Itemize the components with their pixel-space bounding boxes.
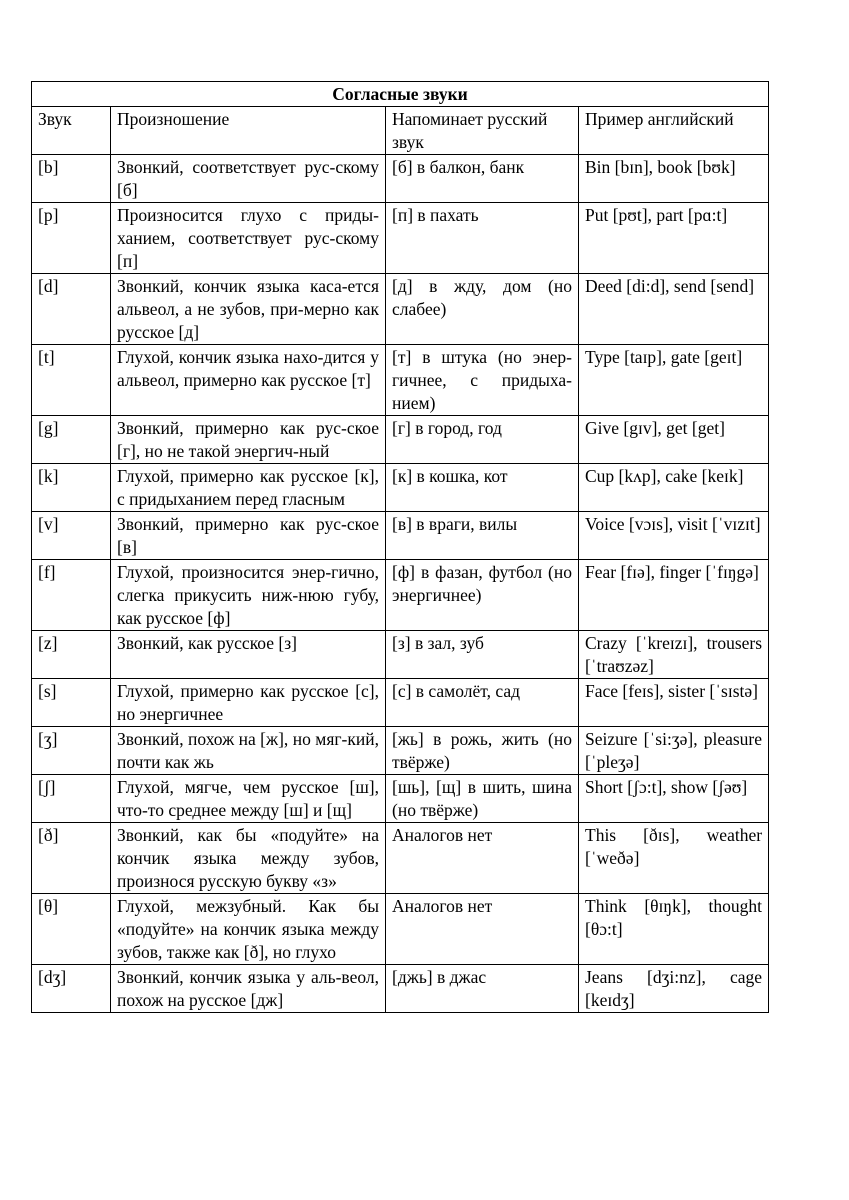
cell-example: This [ðɪs], weather [ˈweðə]	[579, 823, 769, 894]
cell-pronunciation: Звонкий, как русское [з]	[111, 631, 386, 679]
cell-pronunciation: Звонкий, похож на [ж], но мяг-кий, почти как жь	[111, 727, 386, 775]
cell-pronunciation: Звонкий, примерно как рус-ское [г], но не такой энергич-ный	[111, 416, 386, 464]
cell-example: Short [ʃɔ:t], show [ʃəʊ]	[579, 775, 769, 823]
table-title: Согласные звуки	[32, 82, 769, 107]
consonants-table	[31, 81, 769, 1013]
cell-pronunciation: Звонкий, кончик языка у аль-веол, похож на русское [дж]	[111, 965, 386, 1013]
header-russian: Напоминает русский звук	[386, 107, 579, 155]
cell-example: Fear [fɪə], finger [ˈfɪŋgə]	[579, 560, 769, 631]
cell-russian: [шь], [щ] в шить, шина (но твёрже)	[386, 775, 579, 823]
cell-sound: [f]	[32, 560, 111, 631]
cell-russian: [г] в город, год	[386, 416, 579, 464]
cell-sound: [p]	[32, 203, 111, 274]
cell-pronunciation: Звонкий, примерно как рус-ское [в]	[111, 512, 386, 560]
cell-sound: [k]	[32, 464, 111, 512]
cell-pronunciation: Глухой, кончик языка нахо-дится у альвеол, примерно как русское [т]	[111, 345, 386, 416]
cell-sound: [v]	[32, 512, 111, 560]
table-row	[32, 631, 769, 679]
cell-pronunciation: Звонкий, как бы «подуйте» на кончик языка между зубов, произнося русскую букву «з»	[111, 823, 386, 894]
table-row	[32, 203, 769, 274]
header-row	[32, 107, 769, 155]
table-row	[32, 894, 769, 965]
cell-example: Put [pʊt], part [pɑ:t]	[579, 203, 769, 274]
header-sound: Звук	[32, 107, 111, 155]
cell-russian: [з] в зал, зуб	[386, 631, 579, 679]
table-row	[32, 464, 769, 512]
table-row	[32, 274, 769, 345]
cell-russian: [б] в балкон, банк	[386, 155, 579, 203]
cell-example: Voice [vɔɪs], visit [ˈvɪzɪt]	[579, 512, 769, 560]
cell-example: Deed [di:d], send [send]	[579, 274, 769, 345]
document-page	[31, 81, 768, 1013]
table-row	[32, 965, 769, 1013]
cell-russian: [в] в враги, вилы	[386, 512, 579, 560]
cell-russian: [д] в жду, дом (но слабее)	[386, 274, 579, 345]
header-pronunciation: Произношение	[111, 107, 386, 155]
cell-russian: [т] в штука (но энер-гичнее, с придыха-нием)	[386, 345, 579, 416]
table-row	[32, 560, 769, 631]
table-row	[32, 823, 769, 894]
cell-russian: [п] в пахать	[386, 203, 579, 274]
table-row	[32, 679, 769, 727]
cell-sound: [ʃ]	[32, 775, 111, 823]
cell-pronunciation: Глухой, примерно как русское [к], с придыханием перед гласным	[111, 464, 386, 512]
cell-russian: [джь] в джас	[386, 965, 579, 1013]
cell-sound: [θ]	[32, 894, 111, 965]
cell-sound: [g]	[32, 416, 111, 464]
cell-example: Jeans [dʒi:nz], cage [keɪdʒ]	[579, 965, 769, 1013]
cell-example: Type [taɪp], gate [geɪt]	[579, 345, 769, 416]
cell-sound: [t]	[32, 345, 111, 416]
cell-pronunciation: Глухой, мягче, чем русское [ш], что-то среднее между [ш] и [щ]	[111, 775, 386, 823]
cell-sound: [z]	[32, 631, 111, 679]
table-row	[32, 775, 769, 823]
cell-pronunciation: Звонкий, кончик языка каса-ется альвеол, а не зубов, при-мерно как русское [д]	[111, 274, 386, 345]
cell-russian: Аналогов нет	[386, 894, 579, 965]
cell-russian: [к] в кошка, кот	[386, 464, 579, 512]
table-row	[32, 727, 769, 775]
cell-example: Crazy [ˈkreɪzɪ], trousers [ˈtraʊzəz]	[579, 631, 769, 679]
cell-example: Face [feɪs], sister [ˈsɪstə]	[579, 679, 769, 727]
table-row	[32, 512, 769, 560]
cell-sound: [s]	[32, 679, 111, 727]
header-example: Пример английский	[579, 107, 769, 155]
cell-pronunciation: Глухой, произносится энер-гично, слегка прикусить ниж-нюю губу, как русское [ф]	[111, 560, 386, 631]
cell-pronunciation: Глухой, примерно как русское [с], но энергичнее	[111, 679, 386, 727]
cell-russian: [жь] в рожь, жить (но твёрже)	[386, 727, 579, 775]
cell-example: Cup [kʌp], cake [keɪk]	[579, 464, 769, 512]
cell-sound: [dʒ]	[32, 965, 111, 1013]
cell-russian: [ф] в фазан, футбол (но энергичнее)	[386, 560, 579, 631]
title-row	[32, 82, 769, 107]
cell-sound: [ð]	[32, 823, 111, 894]
table-row	[32, 416, 769, 464]
cell-pronunciation: Произносится глухо с приды-ханием, соответствует рус-скому [п]	[111, 203, 386, 274]
cell-sound: [d]	[32, 274, 111, 345]
cell-pronunciation: Глухой, межзубный. Как бы «подуйте» на кончик языка между зубов, также как [ð], но глухо	[111, 894, 386, 965]
cell-example: Bin [bɪn], book [bʊk]	[579, 155, 769, 203]
cell-sound: [b]	[32, 155, 111, 203]
cell-russian: [с] в самолёт, сад	[386, 679, 579, 727]
cell-example: Seizure [ˈsi:ʒə], pleasure [ˈpleʒə]	[579, 727, 769, 775]
table-row	[32, 155, 769, 203]
cell-russian: Аналогов нет	[386, 823, 579, 894]
cell-example: Think [θɪŋk], thought [θɔ:t]	[579, 894, 769, 965]
cell-pronunciation: Звонкий, соответствует рус-скому [б]	[111, 155, 386, 203]
table-row	[32, 345, 769, 416]
cell-sound: [ʒ]	[32, 727, 111, 775]
cell-example: Give [gɪv], get [get]	[579, 416, 769, 464]
